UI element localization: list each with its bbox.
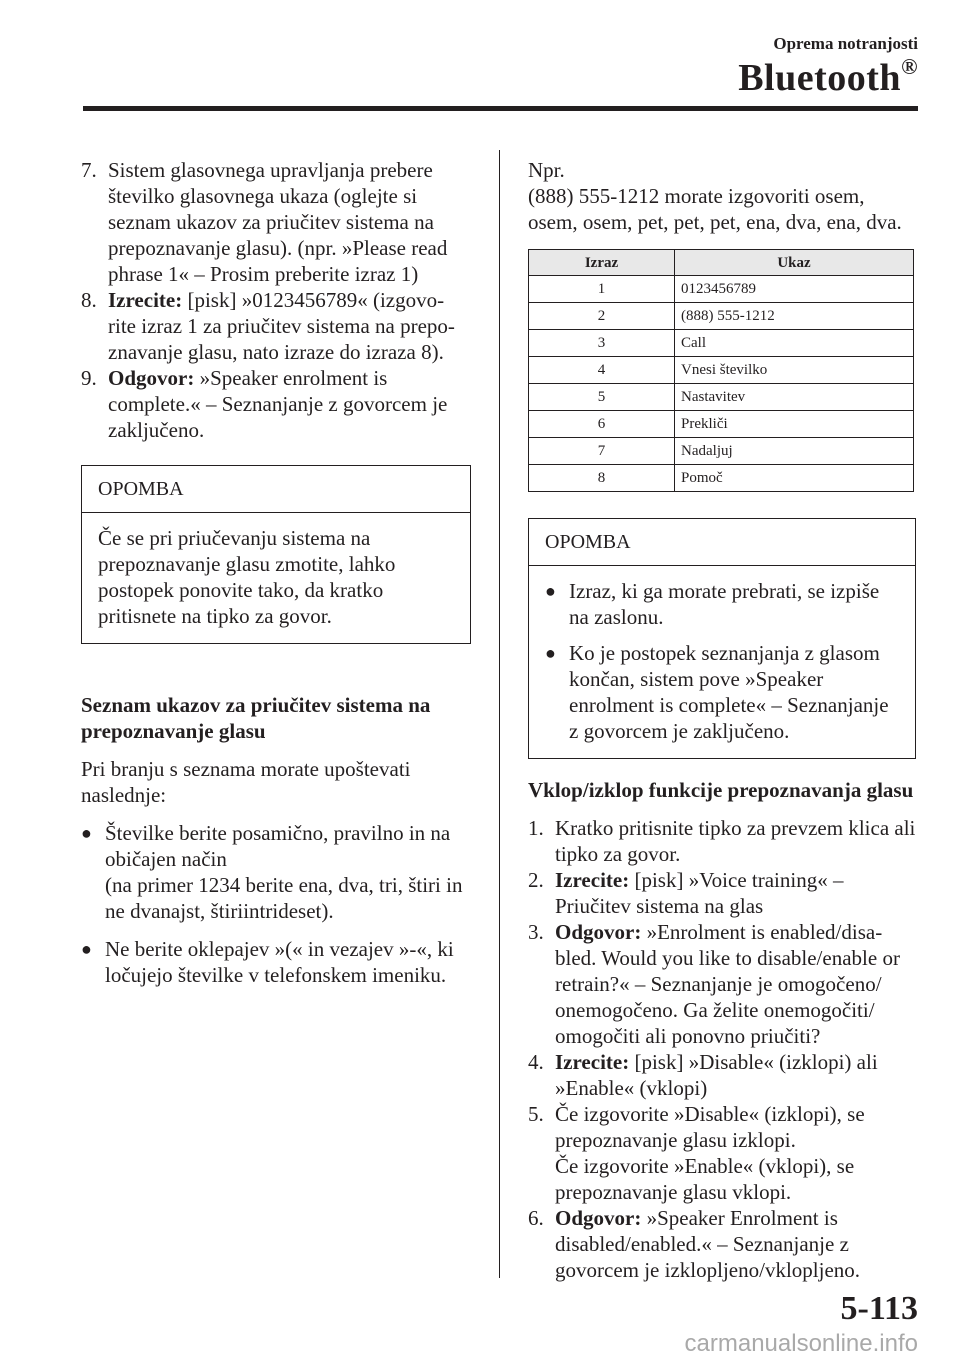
watermark-link[interactable]: carmanualsonline.info [684, 1330, 918, 1357]
step-text: [pisk] »Disable« (izklopi) ali »Enable« (vklopi) [555, 1050, 878, 1100]
phrase-number: 1 [529, 276, 675, 303]
step-number: 5. [528, 1102, 544, 1126]
step-text: [pisk] »0123456789« (izgovo-rite izraz 1 za priučitev sistema na prepo-znavanje glasu, nato izraze do izraza 8). [108, 288, 455, 364]
command-text: 0123456789 [675, 276, 914, 303]
right-column [528, 157, 916, 1283]
note-box-left [81, 465, 471, 644]
table-row [529, 384, 914, 411]
step-8 [81, 287, 471, 365]
bullet-text: Ne berite oklepajev »(« in vezajev »-«, ki ločujejo številke v telefonskem imeniku. [105, 937, 454, 987]
phrase-number: 2 [529, 303, 675, 330]
command-text: Vnesi številko [675, 357, 914, 384]
running-head-section: Oprema notranjosti [773, 34, 918, 53]
step-label: Odgovor: [555, 920, 642, 944]
bullet-icon: ● [81, 823, 92, 843]
bullet-text: Številke berite posamično, pravilno in na običajen način [105, 821, 451, 871]
table-row [529, 330, 914, 357]
step-5 [528, 1101, 916, 1205]
bullet-item [545, 640, 899, 744]
phrase-number: 5 [529, 384, 675, 411]
bullet-item [81, 820, 471, 924]
phrase-number: 6 [529, 411, 675, 438]
step-4 [528, 1049, 916, 1101]
left-column [81, 157, 471, 994]
command-text: Nadaljuj [675, 438, 914, 465]
table-row [529, 357, 914, 384]
step-1 [528, 815, 916, 867]
step-number: 9. [81, 366, 97, 390]
phrase-number: 3 [529, 330, 675, 357]
example-text: (888) 555-1212 morate izgovoriti osem, osem, osem, pet, pet, pet, ena, dva, ena, dva. [528, 184, 902, 234]
note-body [529, 566, 915, 758]
step-number: 7. [81, 158, 97, 182]
bullet-icon: ● [545, 581, 556, 601]
page-number: 5-113 [840, 1290, 918, 1327]
step-label: Izrecite: [108, 288, 183, 312]
table-row [529, 303, 914, 330]
bullet-text: Ko je postopek seznanjanja z glasom končan, sistem pove »Speaker enrolment is complete« – Seznanjanje z govorcem je zaključeno. [569, 641, 889, 743]
step-text: Sistem glasovnega upravljanja prebere številko glasovnega ukaza (oglejte si seznam ukazov za priučitev sistema na prepoznavanje glasu). (npr. »Please read phrase 1« – Prosim preberite izraz 1) [108, 158, 448, 286]
step-number: 3. [528, 920, 544, 944]
step-text: »Speaker Enrolment is disabled/enabled.« – Seznanjanje z govorcem je izklopljeno/vklopljeno. [555, 1206, 861, 1282]
step-7 [81, 157, 471, 287]
command-text: Pomoč [675, 465, 914, 492]
table-row [529, 465, 914, 492]
step-label: Izrecite: [555, 1050, 630, 1074]
step-2 [528, 867, 916, 919]
bullet-extra: (na primer 1234 berite ena, dva, tri, štiri in ne dvanajst, štiriintrideset). [105, 873, 463, 923]
section-heading: Vklop/izklop funkcije prepoznavanja glasu [528, 778, 914, 802]
intro-paragraph: Pri branju s seznama morate upoštevati naslednje: [81, 757, 411, 807]
column-header-izraz: Izraz [529, 250, 675, 276]
step-9 [81, 365, 471, 443]
step-text: Kratko pritisnite tipko za prevzem klica ali tipko za govor. [555, 816, 916, 866]
header-rule [83, 106, 918, 111]
section-heading: Seznam ukazov za priučitev sistema na prepoznavanje glasu [81, 693, 431, 743]
title-text: Bluetooth [738, 57, 902, 99]
step-extra: Če izgovorite »Enable« (vklopi), se prepoznavanje glasu vklopi. [555, 1154, 855, 1204]
command-text: Prekliči [675, 411, 914, 438]
phrase-number: 8 [529, 465, 675, 492]
note-body: Če se pri priučevanju sistema na prepoznavanje glasu zmotite, lahko postopek ponovite tako, da kratko pritisnete na tipko za govor. [98, 526, 396, 628]
column-header-ukaz: Ukaz [675, 250, 914, 276]
note-title: OPOMBA [529, 519, 915, 566]
registered-mark: ® [901, 54, 918, 79]
command-text: (888) 555-1212 [675, 303, 914, 330]
note-title: OPOMBA [82, 466, 470, 513]
command-text: Call [675, 330, 914, 357]
step-label: Izrecite: [555, 868, 630, 892]
bullet-item [545, 578, 899, 630]
table-header-row [529, 250, 914, 276]
phrase-number: 4 [529, 357, 675, 384]
step-text: [pisk] »Voice training« – Priučitev sistema na glas [555, 868, 844, 918]
table-row [529, 438, 914, 465]
command-table [528, 249, 914, 492]
step-label: Odgovor: [108, 366, 195, 390]
step-number: 2. [528, 868, 544, 892]
step-number: 4. [528, 1050, 544, 1074]
step-text: »Speaker enrolment is complete.« – Seznanjanje z govorcem je zaključeno. [108, 366, 448, 442]
step-3 [528, 919, 916, 1049]
bullet-icon: ● [545, 643, 556, 663]
table-row [529, 276, 914, 303]
step-number: 1. [528, 816, 544, 840]
column-divider [499, 150, 500, 1278]
bullet-text: Izraz, ki ga morate prebrati, se izpiše na zaslonu. [569, 579, 880, 629]
running-head-title [738, 54, 918, 100]
step-text: Če izgovorite »Disable« (izklopi), se prepoznavanje glasu izklopi. [555, 1102, 865, 1152]
step-label: Odgovor: [555, 1206, 642, 1230]
step-number: 8. [81, 288, 97, 312]
step-text: »Enrolment is enabled/disa-bled. Would you like to disable/enable or retrain?« – Seznanjanje je omogočeno/ onemogočeno. Ga želite onemogočiti/ omogočiti ali ponovno priučiti? [555, 920, 900, 1048]
step-number: 6. [528, 1206, 544, 1230]
note-box-right [528, 518, 916, 759]
table-row [529, 411, 914, 438]
bullet-item [81, 936, 471, 988]
phrase-number: 7 [529, 438, 675, 465]
example-label: Npr. [528, 158, 565, 182]
step-6 [528, 1205, 916, 1283]
bullet-icon: ● [81, 939, 92, 959]
command-text: Nastavitev [675, 384, 914, 411]
